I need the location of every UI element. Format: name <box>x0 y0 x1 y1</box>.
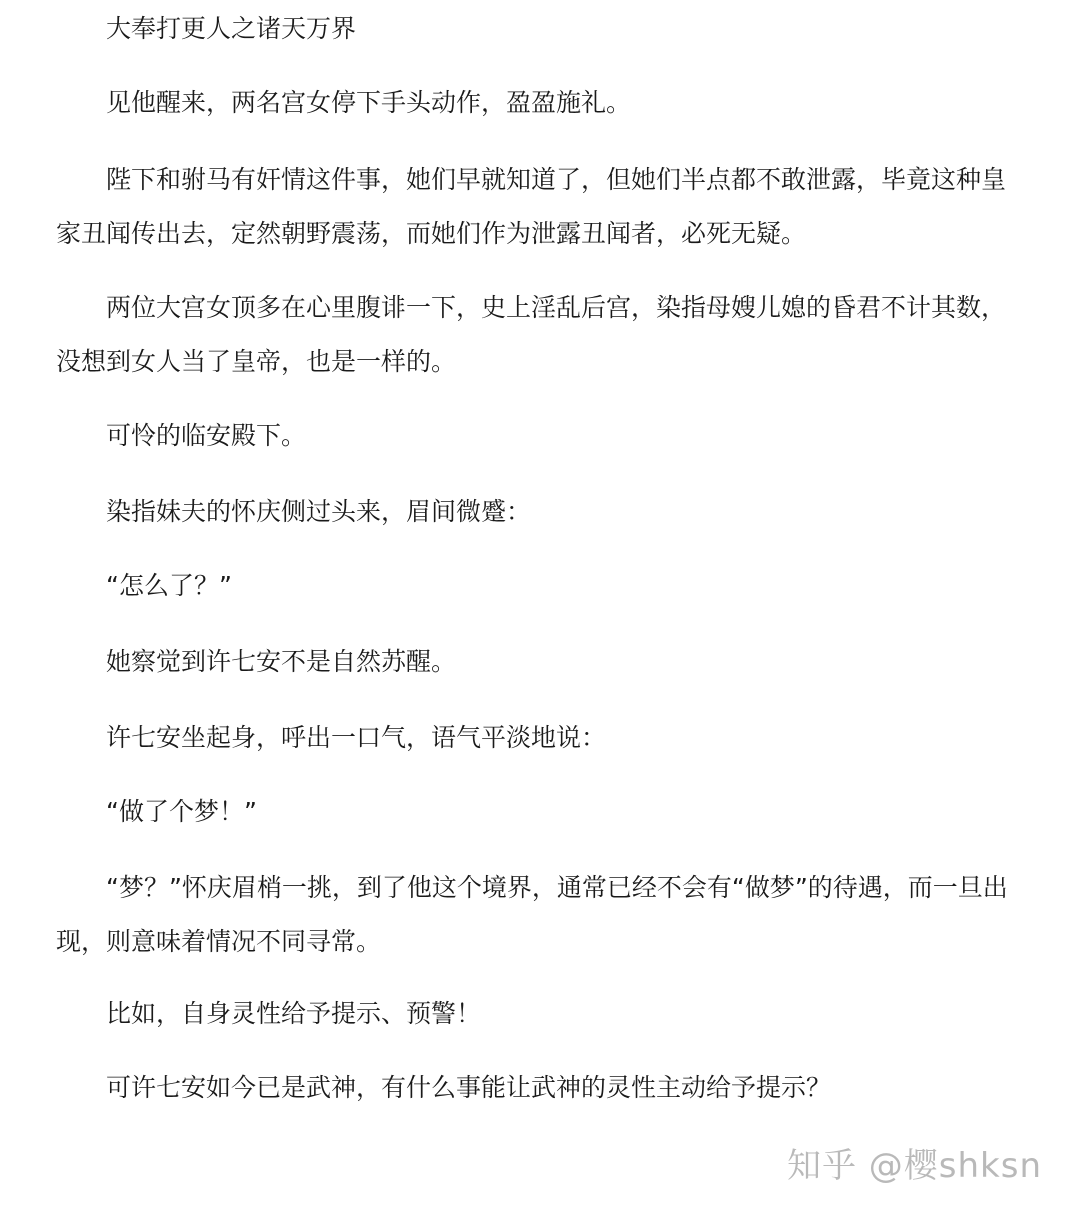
paragraph-10: “做了个梦！” <box>106 797 257 826</box>
zhihu-watermark: 知乎 @樱shksn <box>786 1146 1042 1186</box>
paragraph-4: 两位大宫女顶多在心里腹诽一下，史上淫乱后宫，染指母嫂儿媳的昏君不计其数，没想到女人当了皇帝，也是一样的。 <box>56 293 1007 376</box>
paragraph-7: “怎么了？” <box>106 571 232 600</box>
paragraph-5: 可怜的临安殿下。 <box>106 421 307 450</box>
paragraph-8: 她察觉到许七安不是自然苏醒。 <box>106 647 457 676</box>
paragraph-13: 可许七安如今已是武神，有什么事能让武神的灵性主动给予提示？ <box>106 1073 832 1102</box>
paragraph-3: 陛下和驸马有奸情这件事，她们早就知道了，但她们半点都不敢泄露，毕竟这种皇家丑闻传出去，定然朝野震荡，而她们作为泄露丑闻者，必死无疑。 <box>56 165 1007 248</box>
paragraph-2: 见他醒来，两名宫女停下手头动作，盈盈施礼。 <box>106 88 632 117</box>
paragraph-6: 染指妹夫的怀庆侧过头来，眉间微蹙： <box>106 497 532 526</box>
paragraph-12: 比如，自身灵性给予提示、预警！ <box>106 999 482 1028</box>
paragraph-11: “梦？”怀庆眉梢一挑，到了他这个境界，通常已经不会有“做梦”的待遇，而一旦出现，则意味着情况不同寻常。 <box>56 873 1008 956</box>
paragraph-9: 许七安坐起身，呼出一口气，语气平淡地说： <box>106 723 607 752</box>
paragraph-title: 大奉打更人之诸天万界 <box>106 14 357 43</box>
